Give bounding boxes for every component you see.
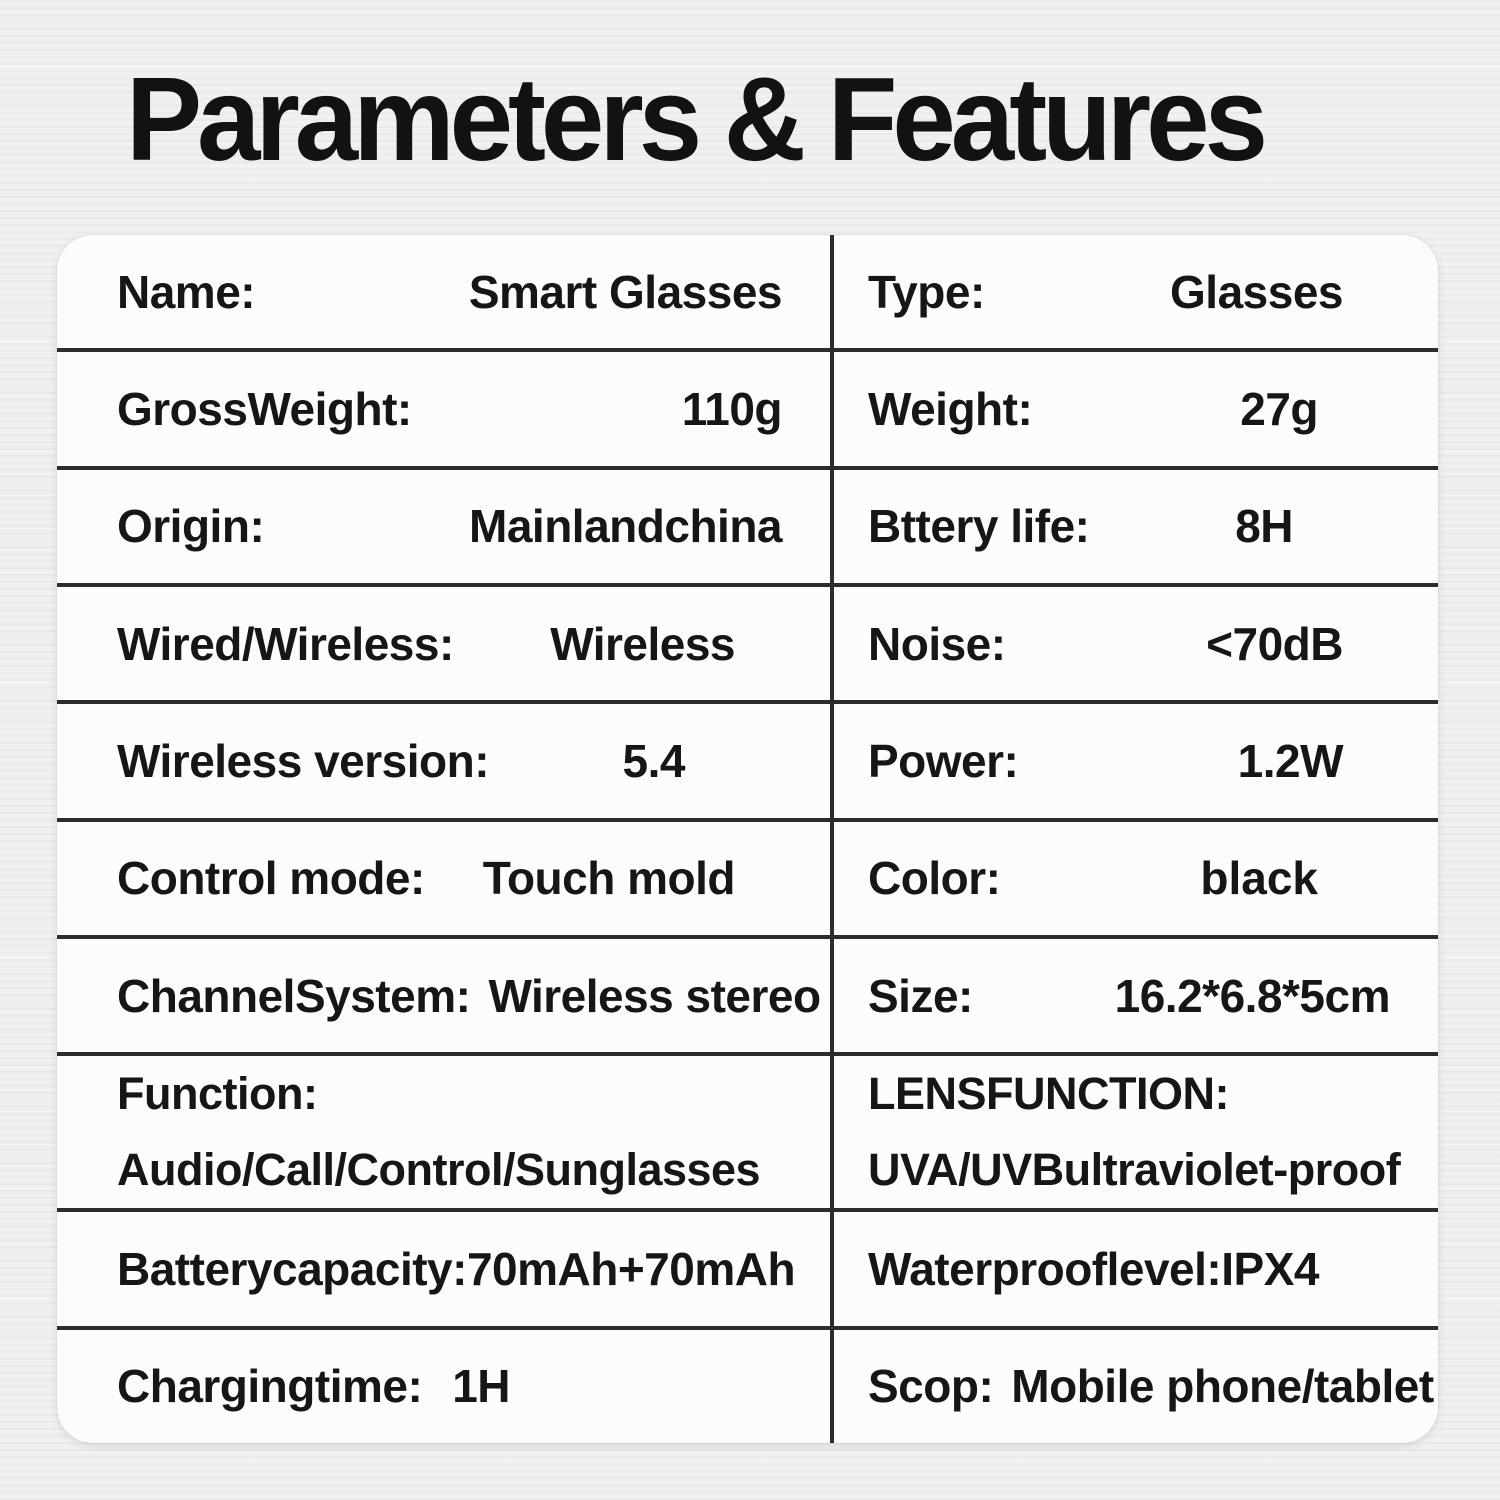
- spec-cell-power: [834, 704, 1438, 817]
- color-value: black: [1200, 852, 1318, 905]
- spec-row-origin-battery: [57, 466, 1438, 583]
- lens-function-label: LENSFUNCTION:: [868, 1068, 1229, 1120]
- color-label: Color:: [868, 852, 1001, 905]
- lens-function-value: UVA/UVBultraviolet-proof: [868, 1144, 1401, 1196]
- scope-label: Scop:: [868, 1360, 994, 1413]
- power-value: 1.2W: [1237, 735, 1343, 788]
- spec-cell-noise: [834, 587, 1438, 700]
- spec-cell-origin: [57, 470, 834, 583]
- function-value: Audio/Call/Control/Sunglasses: [117, 1144, 761, 1196]
- spec-cell-weight: [834, 352, 1438, 465]
- wired-wireless-value: Wireless: [550, 617, 735, 670]
- spec-table-card: [57, 235, 1438, 1443]
- spec-row-control-color: [57, 818, 1438, 935]
- spec-row-channel-size: [57, 935, 1438, 1052]
- type-label: Type:: [868, 265, 985, 318]
- spec-cell-battery-life: [834, 470, 1438, 583]
- channel-system-value: Wireless stereo: [488, 969, 821, 1022]
- wireless-version-value: 5.4: [622, 735, 685, 788]
- spec-row-capacity-waterproof: [57, 1208, 1438, 1325]
- weight-value: 27g: [1240, 383, 1318, 436]
- spec-row-function-lens: [57, 1052, 1438, 1208]
- spec-cell-lens-function: [834, 1056, 1438, 1208]
- type-value: Glasses: [1170, 265, 1343, 318]
- wired-wireless-label: Wired/Wireless:: [117, 617, 454, 670]
- size-value: 16.2*6.8*5cm: [1114, 969, 1390, 1022]
- spec-cell-grossweight: [57, 352, 834, 465]
- spec-cell-function: [57, 1056, 834, 1208]
- wireless-version-label: Wireless version:: [117, 735, 490, 788]
- spec-cell-charging-time: [57, 1330, 834, 1443]
- spec-cell-scope: [834, 1330, 1438, 1443]
- page-title: Parameters & Features: [126, 54, 1263, 187]
- spec-cell-channel-system: [57, 939, 834, 1052]
- noise-value: <70dB: [1206, 617, 1343, 670]
- weight-label: Weight:: [868, 383, 1033, 436]
- function-label: Function:: [117, 1068, 318, 1120]
- grossweight-label: GrossWeight:: [117, 383, 412, 436]
- origin-value: Mainlandchina: [469, 500, 782, 553]
- origin-label: Origin:: [117, 500, 265, 553]
- spec-row-wireless-noise: [57, 583, 1438, 700]
- spec-cell-name: [57, 235, 834, 348]
- battery-capacity-label: Batterycapacity:: [117, 1242, 467, 1295]
- spec-cell-battery-capacity: [57, 1212, 834, 1325]
- spec-row-weights: [57, 348, 1438, 465]
- battery-capacity-value: 70mAh+70mAh: [466, 1242, 796, 1295]
- spec-row-name-type: [57, 235, 1438, 348]
- power-label: Power:: [868, 735, 1019, 788]
- waterproof-level-label: Waterprooflevel:: [868, 1242, 1222, 1295]
- spec-cell-wireless-version: [57, 704, 834, 817]
- battery-life-value: 8H: [1235, 500, 1293, 553]
- name-value: Smart Glasses: [468, 265, 782, 318]
- name-label: Name:: [117, 265, 256, 318]
- grossweight-value: 110g: [681, 383, 782, 436]
- battery-life-label: Bttery life:: [868, 500, 1090, 553]
- spec-cell-control-mode: [57, 822, 834, 935]
- size-label: Size:: [868, 969, 973, 1022]
- spec-cell-type: [834, 235, 1438, 348]
- spec-cell-color: [834, 822, 1438, 935]
- spec-row-charging-scope: [57, 1326, 1438, 1443]
- spec-row-version-power: [57, 700, 1438, 817]
- control-mode-value: Touch mold: [482, 852, 735, 905]
- control-mode-label: Control mode:: [117, 852, 425, 905]
- waterproof-level-value: IPX4: [1221, 1242, 1319, 1295]
- scope-value: Mobile phone/tablet: [1011, 1360, 1434, 1413]
- channel-system-label: ChannelSystem:: [117, 969, 471, 1022]
- charging-time-value: 1H: [452, 1360, 510, 1413]
- spec-cell-wired-wireless: [57, 587, 834, 700]
- spec-cell-size: [834, 939, 1438, 1052]
- charging-time-label: Chargingtime:: [117, 1360, 423, 1413]
- spec-cell-waterproof-level: [834, 1212, 1438, 1325]
- noise-label: Noise:: [868, 617, 1006, 670]
